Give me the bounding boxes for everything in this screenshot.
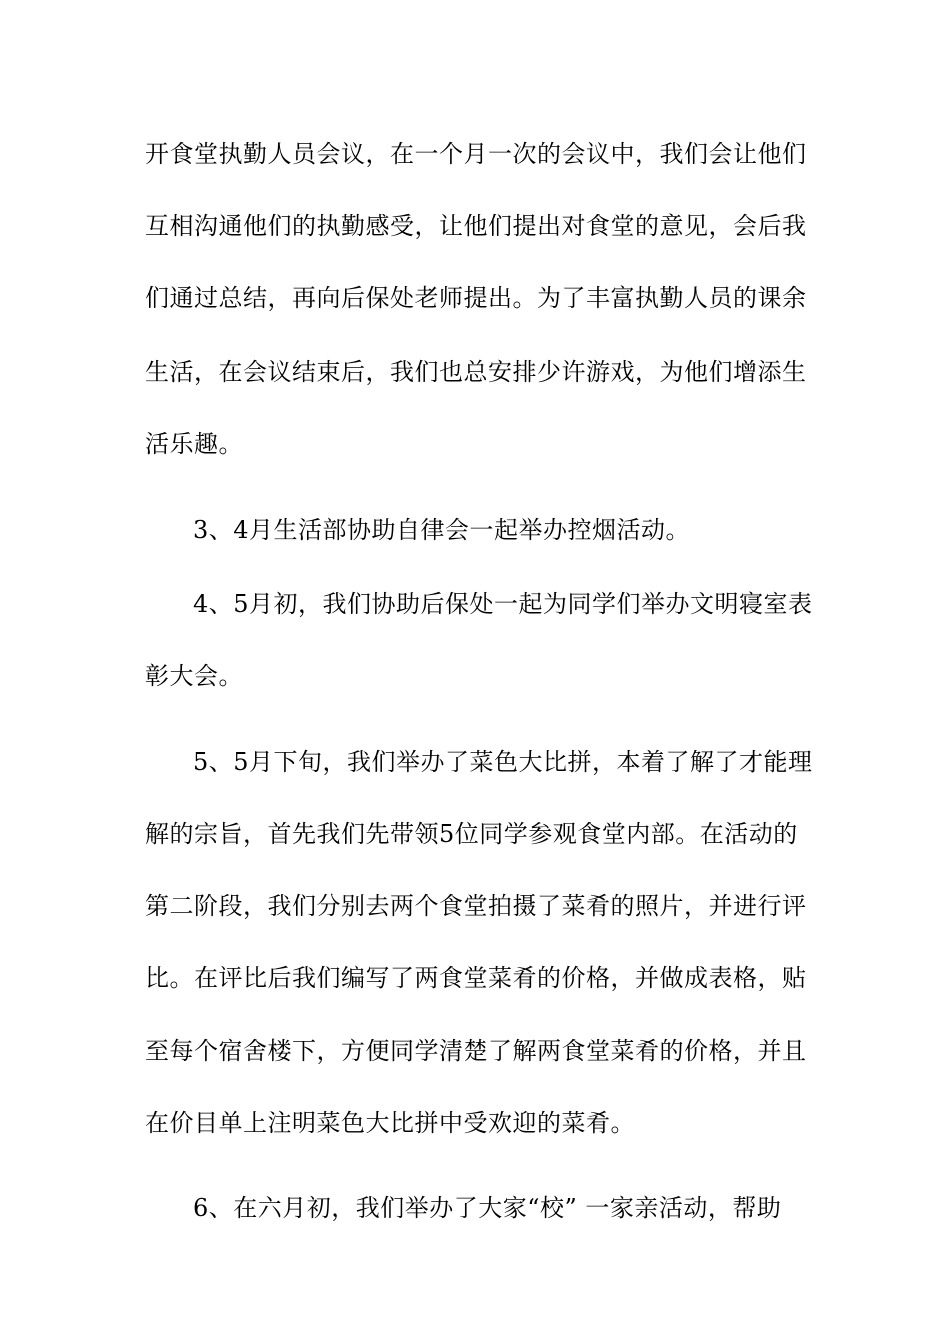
list-item-3: 3、4月生活部协助自律会一起举办控烟活动。	[193, 516, 691, 544]
paragraph-line-1: 开食堂执勤人员会议，在一个月一次的会议中，我们会让他们	[145, 140, 807, 168]
paragraph-line-4: 生活，在会议结束后，我们也总安排少许游戏，为他们增添生	[145, 358, 807, 386]
list-item-5-line-1: 5、5月下旬，我们举办了菜色大比拼，本着了解了才能理	[193, 748, 813, 776]
list-item-4-line-1: 4、5月初，我们协助后保处一起为同学们举办文明寝室表	[193, 590, 813, 618]
list-item-5-line-6: 在价目单上注明菜色大比拼中受欢迎的菜肴。	[145, 1109, 635, 1137]
list-item-6-line-1: 6、在六月初，我们举办了大家“校” 一家亲活动，帮助	[193, 1194, 782, 1222]
list-item-5-line-2: 解的宗旨，首先我们先带领5位同学参观食堂内部。在活动的	[145, 820, 798, 848]
paragraph-line-2: 互相沟通他们的执勤感受，让他们提出对食堂的意见，会后我	[145, 212, 807, 240]
list-item-4-line-2: 彰大会。	[145, 662, 243, 690]
list-item-5-line-5: 至每个宿舍楼下，方便同学清楚了解两食堂菜肴的价格，并且	[145, 1037, 807, 1065]
paragraph-line-5: 活乐趣。	[145, 430, 243, 458]
list-item-5-line-3: 第二阶段，我们分别去两个食堂拍摄了菜肴的照片，并进行评	[145, 892, 807, 920]
paragraph-line-3: 们通过总结，再向后保处老师提出。为了丰富执勤人员的课余	[145, 284, 807, 312]
list-item-5-line-4: 比。在评比后我们编写了两食堂菜肴的价格，并做成表格，贴	[145, 964, 807, 992]
